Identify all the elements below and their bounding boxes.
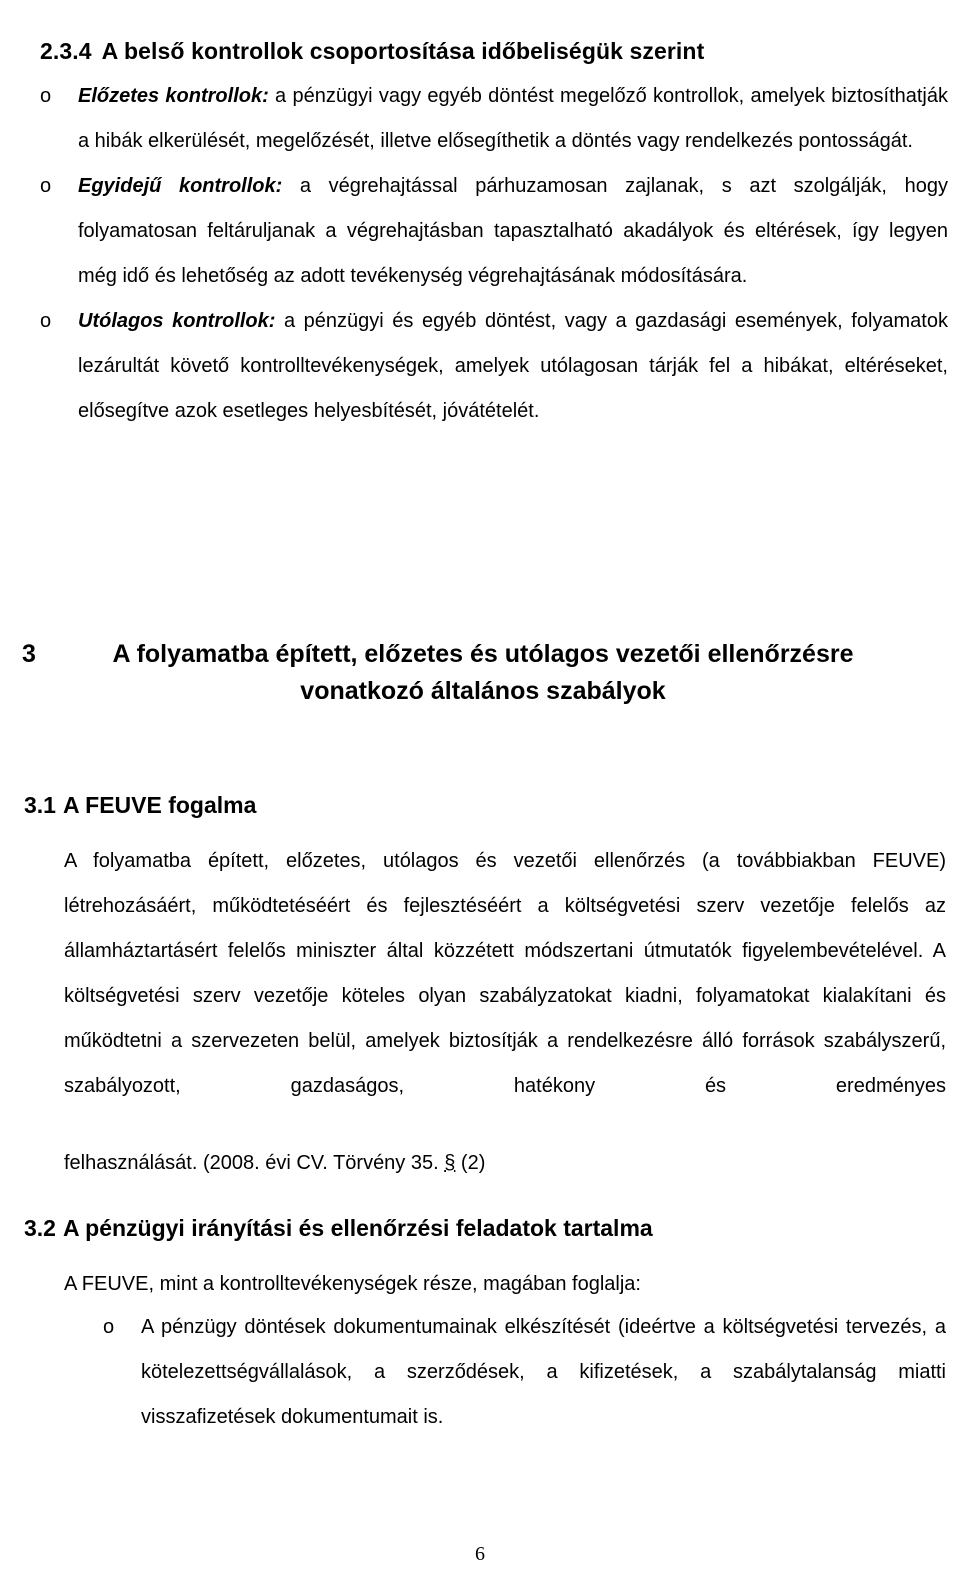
section-title: A belső kontrollok csoportosítása időbeliségük szerint [101,38,705,64]
section-number: 2.3.4 [40,38,92,64]
chapter-title-line-2: vonatkozó általános szabályok [300,677,666,705]
chapter-title-line-1: A folyamatba épített, előzetes és utólagos vezetői ellenőrzésre [112,640,854,668]
list-item-concurrent-controls [40,164,948,299]
list-item-subsequent-controls [40,299,948,434]
page-number: 6 [475,1543,485,1565]
control-types-list [40,74,948,434]
bullet-marker: o [103,1316,115,1338]
section-heading-2-3-4 [40,38,704,65]
paragraph-text: felhasználását. (2008. évi CV. Törvény 35. [64,1152,445,1174]
bullet-marker: o [40,85,52,107]
section-number: 3.2 [24,1215,56,1241]
list-item-text: A pénzügy döntések dokumentumainak elkészítését (ideértve a költségvetési tervezés, a kötelezettségvállalások, a szerződések, a kifizetések, a szabálytalanság miatti visszafizetések dokumentumait is. [141,1316,946,1428]
section-number: 3.1 [24,792,56,818]
definition-text: a végrehajtással párhuzamosan zajlanak, s azt szolgálják, hogy folyamatosan feltáruljanak a végrehajtásban tapasztalható akadályok és eltérések, így legyen még idő és lehetőség az adott tevékenység végrehajtásának módosítására. [78,175,948,287]
term-subsequent-controls: Utólagos kontrollok: [78,310,276,332]
term-concurrent-controls: Egyidejű kontrollok: [78,175,283,197]
feuve-contents-list [103,1305,946,1440]
chapter-number: 3 [22,640,36,668]
section-sign: § [444,1152,456,1174]
section-title: A pénzügyi irányítási és ellenőrzési feladatok tartalma [63,1215,653,1241]
paragraph-text: (2) [455,1152,486,1174]
paragraph-text: A FEUVE, mint a kontrolltevékenységek része, magában foglalja: [64,1273,641,1295]
definition-text: a pénzügyi és egyéb döntést, vagy a gazdasági események, folyamatok lezárultát követő kontrolltevékenységek, amelyek utólagosan tárják fel a hibákat, eltéréseket, elősegítve azok esetleges helyesbítését, jóvátételét. [78,310,948,422]
feuve-definition-paragraph [64,839,946,1109]
definition-text: a pénzügyi vagy egyéb döntést megelőző kontrollok, amelyek biztosíthatják a hibák elkerülését, megelőzését, illetve elősegíthetik a döntés vagy rendelkezés pontosságát. [78,85,948,152]
chapter-heading-3 [18,636,948,710]
paragraph-text: A folyamatba épített, előzetes, utólagos és vezetői ellenőrzés (a továbbiakban FEUVE) létrehozásáért, működtetéséért és fejlesztéséért a költségvetési szerv vezetője felelős az államháztartásért felelős miniszter által közzétett módszertani útmutatók figyelembevételével. A költségvetési szerv vezetője köteles olyan szabályzatokat kiadni, folyamatokat kialakítani és működtetni a szervezeten belül, amelyek biztosítják a rendelkezésre álló források szabályszerű, szabályozott, gazdaságos, hatékony és eredményes [64,850,946,1097]
list-item-financial-decisions [103,1305,946,1440]
term-prior-controls: Előzetes kontrollok: [78,85,269,107]
list-item-prior-controls [40,74,948,164]
section-intro [64,1262,946,1307]
section-heading-3-2 [24,1215,653,1242]
bullet-marker: o [40,175,52,197]
feuve-definition-paragraph-tail [64,1141,946,1186]
section-heading-3-1 [24,792,256,819]
section-title: A FEUVE fogalma [63,792,257,818]
bullet-marker: o [40,310,52,332]
